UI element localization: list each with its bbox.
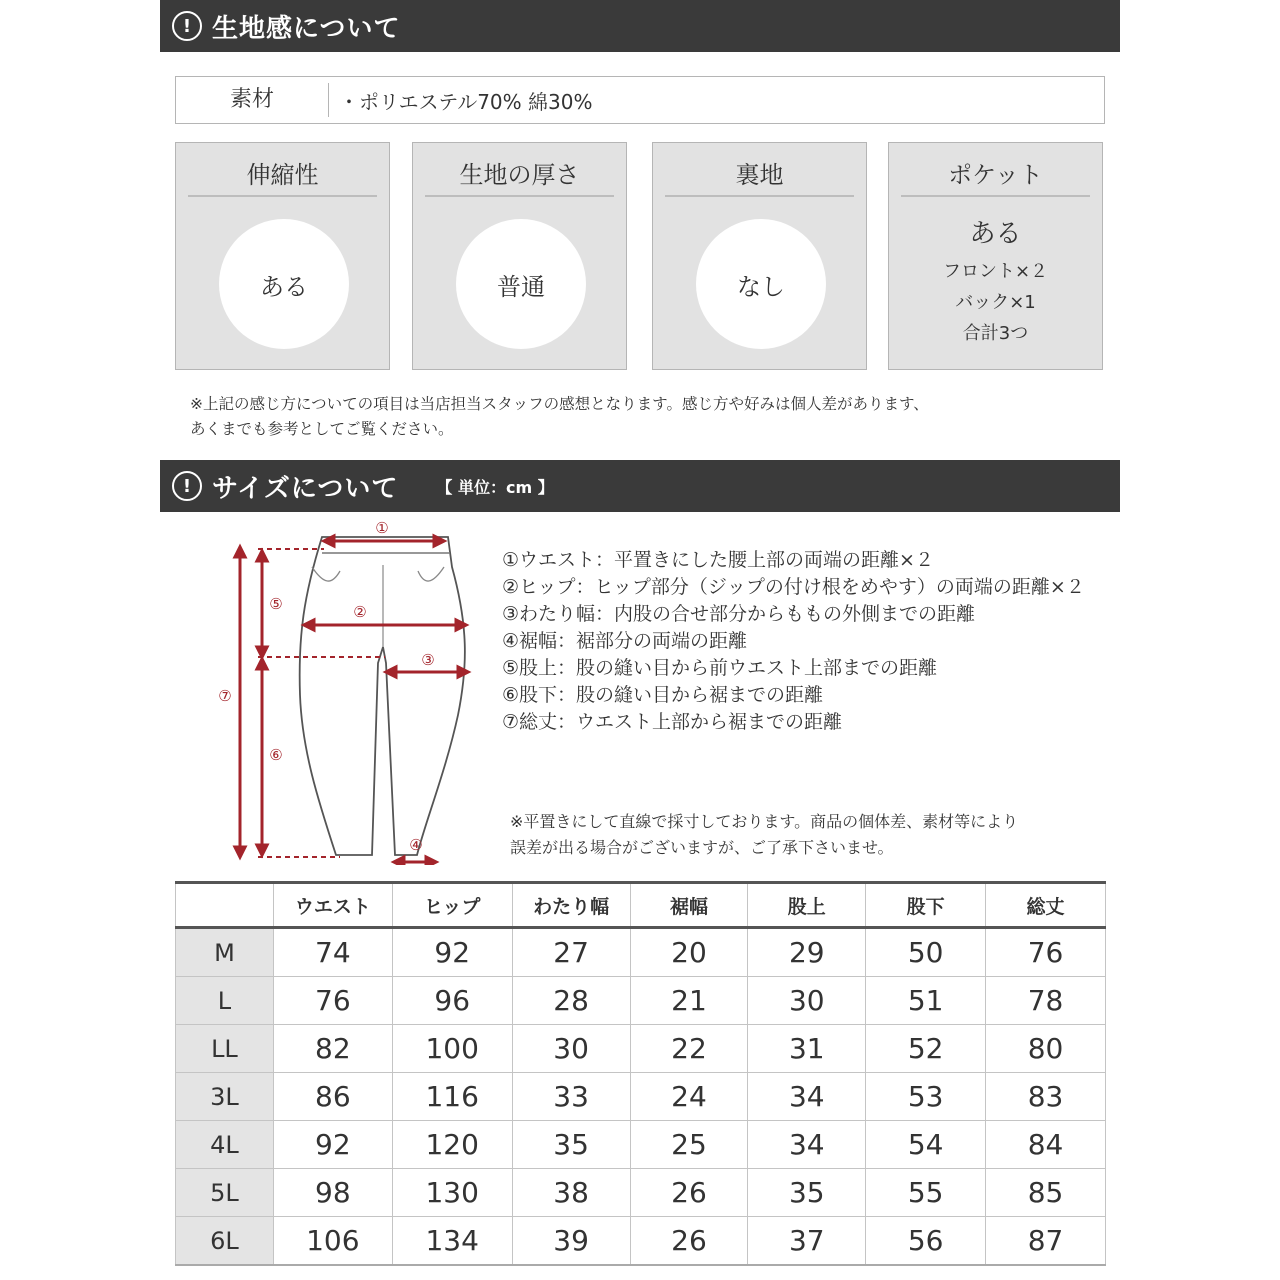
cell-hem: 26 (630, 1169, 748, 1217)
header-waist: ウエスト (273, 883, 392, 928)
table-row (176, 1169, 1106, 1217)
cell-length: 80 (986, 1025, 1106, 1073)
cell-length: 85 (986, 1169, 1106, 1217)
marker-inseam: ⑥ (269, 746, 283, 764)
cell-length: 84 (986, 1121, 1106, 1169)
size-table (175, 881, 1106, 1266)
size-label: 4L (176, 1121, 274, 1169)
cell-hip: 120 (392, 1121, 512, 1169)
cell-hem: 20 (630, 928, 748, 977)
header-thigh: わたり幅 (512, 883, 630, 928)
cell-waist: 92 (273, 1121, 392, 1169)
marker-hip: ② (353, 603, 367, 621)
material-row (175, 76, 1105, 124)
material-label: 素材 (176, 83, 329, 117)
pocket-card (888, 142, 1103, 370)
marker-waist: ① (375, 519, 389, 537)
cell-thigh: 28 (512, 977, 630, 1025)
table-row (176, 1073, 1106, 1121)
cell-hem: 26 (630, 1217, 748, 1266)
cell-thigh: 30 (512, 1025, 630, 1073)
exclamation-icon: ! (172, 11, 202, 41)
size-label: 5L (176, 1169, 274, 1217)
cell-hip: 130 (392, 1169, 512, 1217)
lining-value: なし (696, 219, 826, 349)
cell-hip: 116 (392, 1073, 512, 1121)
header-rise: 股上 (748, 883, 866, 928)
size-label: 3L (176, 1073, 274, 1121)
fabric-section-header (160, 0, 1120, 52)
size-label: 6L (176, 1217, 274, 1266)
cell-inseam: 55 (866, 1169, 986, 1217)
header-size (176, 883, 274, 928)
fabric-section-title: 生地感について (212, 13, 401, 44)
cell-hem: 24 (630, 1073, 748, 1121)
size-section-header (160, 460, 1120, 512)
stretch-title: 伸縮性 (188, 155, 377, 197)
material-value: ・ポリエステル70% 綿30% (339, 89, 593, 114)
cell-length: 83 (986, 1073, 1106, 1121)
cell-hip: 100 (392, 1025, 512, 1073)
marker-rise: ⑤ (269, 595, 283, 613)
header-hem: 裾幅 (630, 883, 748, 928)
marker-hem: ④ (409, 836, 423, 854)
cell-thigh: 33 (512, 1073, 630, 1121)
cell-hip: 92 (392, 928, 512, 977)
cell-length: 78 (986, 977, 1106, 1025)
table-row (176, 977, 1106, 1025)
legend-item: ①ウエスト：平置きにした腰上部の両端の距離×２ (502, 549, 934, 571)
marker-length: ⑦ (218, 687, 232, 705)
cell-rise: 30 (748, 977, 866, 1025)
header-length: 総丈 (986, 883, 1106, 928)
cell-inseam: 51 (866, 977, 986, 1025)
pocket-value: ある (969, 219, 1022, 249)
cell-waist: 98 (273, 1169, 392, 1217)
cell-thigh: 38 (512, 1169, 630, 1217)
legend-item: ⑤股上：股の縫い目から前ウエスト上部までの距離 (502, 657, 938, 679)
cell-waist: 86 (273, 1073, 392, 1121)
cell-hem: 21 (630, 977, 748, 1025)
measurement-legend (502, 547, 1085, 736)
size-label: M (176, 928, 274, 977)
cell-hem: 22 (630, 1025, 748, 1073)
legend-item: ②ヒップ：ヒップ部分（ジップの付け根をめやす）の両端の距離×２ (502, 576, 1085, 598)
cell-inseam: 56 (866, 1217, 986, 1266)
cell-waist: 82 (273, 1025, 392, 1073)
header-hip: ヒップ (392, 883, 512, 928)
lining-card (652, 142, 867, 370)
table-header-row (176, 883, 1106, 928)
thickness-card (412, 142, 627, 370)
table-row (176, 1217, 1106, 1266)
cell-waist: 106 (273, 1217, 392, 1266)
cell-rise: 34 (748, 1073, 866, 1121)
cell-length: 87 (986, 1217, 1106, 1266)
fabric-note (190, 392, 929, 442)
exclamation-icon: ! (172, 471, 202, 501)
cell-thigh: 35 (512, 1121, 630, 1169)
pocket-title: ポケット (901, 155, 1090, 197)
cell-inseam: 52 (866, 1025, 986, 1073)
cell-rise: 37 (748, 1217, 866, 1266)
table-row (176, 928, 1106, 977)
thickness-title: 生地の厚さ (425, 155, 614, 197)
size-note (510, 809, 1018, 861)
legend-item: ④裾幅：裾部分の両端の距離 (502, 630, 748, 652)
pocket-front: フロント×２ (942, 261, 1049, 282)
cell-rise: 29 (748, 928, 866, 977)
cell-rise: 34 (748, 1121, 866, 1169)
fabric-note-line: あくまでも参考としてご覧ください。 (190, 420, 454, 438)
header-inseam: 股下 (866, 883, 986, 928)
cell-waist: 76 (273, 977, 392, 1025)
cell-waist: 74 (273, 928, 392, 977)
cell-inseam: 53 (866, 1073, 986, 1121)
cell-rise: 35 (748, 1169, 866, 1217)
size-note-line: 誤差が出る場合がございますが、ご了承下さいませ。 (510, 838, 894, 857)
cell-thigh: 39 (512, 1217, 630, 1266)
size-section-title: サイズについて (212, 473, 399, 504)
stretch-value: ある (219, 219, 349, 349)
cell-rise: 31 (748, 1025, 866, 1073)
fabric-note-line: ※上記の感じ方についての項目は当店担当スタッフの感想となります。感じ方や好みは個人差があります、 (190, 395, 929, 413)
legend-item: ③わたり幅：内股の合せ部分からももの外側までの距離 (502, 603, 976, 625)
lining-title: 裏地 (665, 155, 854, 197)
cell-length: 76 (986, 928, 1106, 977)
cell-hip: 96 (392, 977, 512, 1025)
size-label: L (176, 977, 274, 1025)
legend-item: ⑦総丈：ウエスト上部から裾までの距離 (502, 711, 843, 733)
pants-outline (300, 537, 465, 855)
unit-label: 【 単位：cm 】 (436, 477, 554, 497)
size-label: LL (176, 1025, 274, 1073)
table-row (176, 1121, 1106, 1169)
thickness-value: 普通 (456, 219, 586, 349)
cell-inseam: 50 (866, 928, 986, 977)
pocket-total: 合計3つ (962, 323, 1029, 344)
legend-item: ⑥股下：股の縫い目から裾までの距離 (502, 684, 824, 706)
pocket-back: バック×1 (955, 292, 1036, 313)
marker-thigh: ③ (421, 651, 435, 669)
cell-thigh: 27 (512, 928, 630, 977)
cell-hem: 25 (630, 1121, 748, 1169)
stretch-card (175, 142, 390, 370)
size-note-line: ※平置きにして直線で採寸しております。商品の個体差、素材等により (510, 812, 1019, 831)
table-row (176, 1025, 1106, 1073)
cell-hip: 134 (392, 1217, 512, 1266)
cell-inseam: 54 (866, 1121, 986, 1169)
pants-diagram (200, 515, 490, 865)
